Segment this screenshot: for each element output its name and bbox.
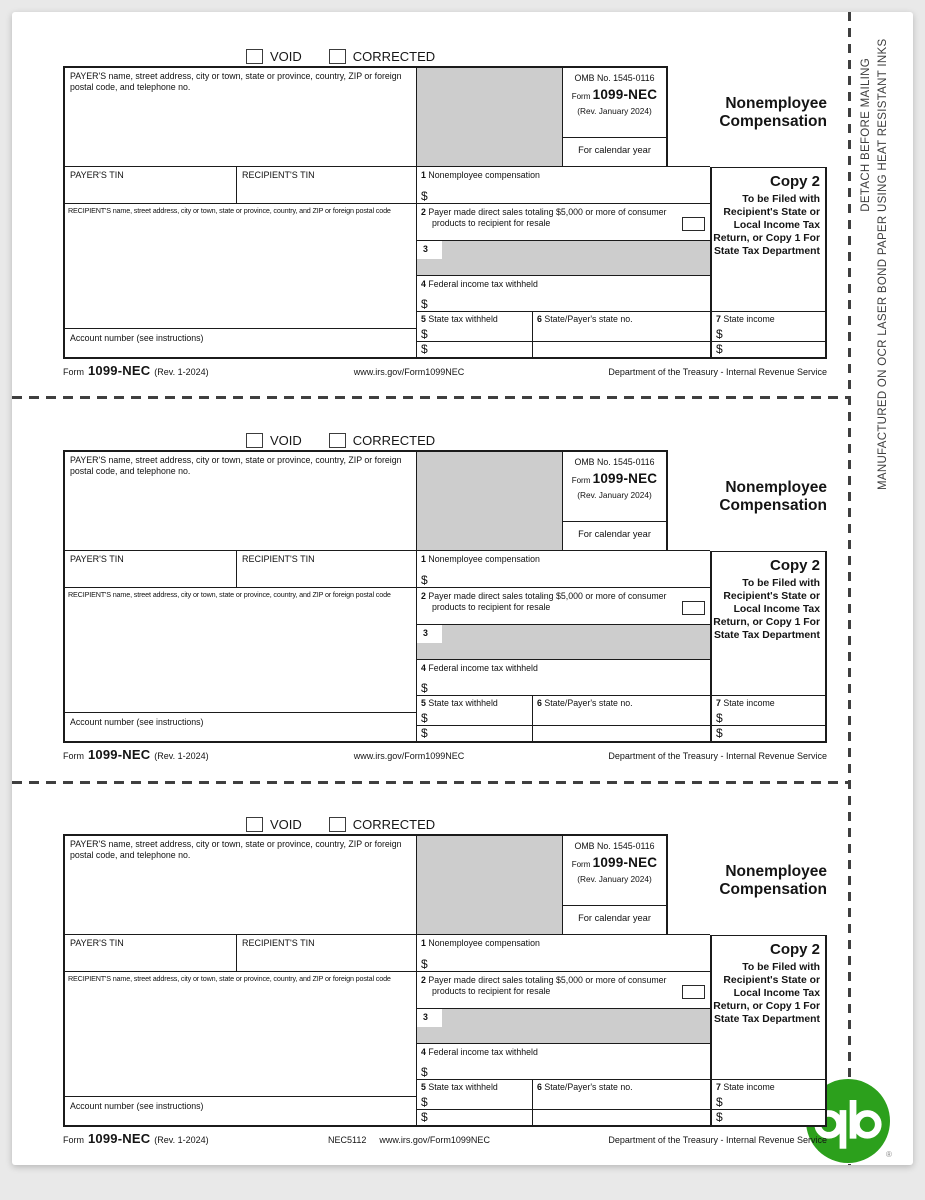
box7-label: State income [723,698,775,708]
box7-number: 7 [716,314,721,324]
form-number: 1099-NEC [592,855,658,870]
copy-title: Copy 2 [769,173,820,190]
footer-form-number: 1099-NEC [88,363,151,378]
corrected-checkbox[interactable] [329,49,346,64]
dollar-sign: $ [421,327,428,341]
footer-irs-url: www.irs.gov/Form1099NEC [353,367,465,377]
corrected-checkbox[interactable] [329,433,346,448]
box4-federal-tax-withheld-field[interactable] [417,1044,710,1080]
box4-federal-tax-withheld-field[interactable] [417,276,710,312]
recipient-name-field[interactable] [63,972,417,1097]
box4-federal-tax-withheld-field[interactable] [417,660,710,696]
box6-state-payer-no-field[interactable] [532,696,710,743]
shaded-box [417,66,563,167]
box7-number: 7 [716,1082,721,1092]
form-1099-nec-copy [12,432,913,772]
account-number-label: Account number (see instructions) [70,1101,204,1111]
payer-name-label: PAYER'S name, street address, city or town, state or province, country, ZIP or foreign postal code, and telephone no. [70,839,402,860]
footer-department: Department of the Treasury - Internal Revenue Service [608,367,827,377]
paper-manufacture-text: MANUFACTURED ON OCR LASER BOND PAPER USING HEAT RESISTANT INKS [877,38,889,490]
box3-number: 3 [417,625,442,643]
recipient-tin-field[interactable] [237,551,417,588]
dollar-sign: $ [716,726,723,740]
footer-revision: (Rev. 1-2024) [154,367,209,377]
box3-shaded [417,241,710,276]
box2-direct-sales [417,588,710,625]
form-table [63,450,827,743]
box6-label: State/Payer's state no. [544,1082,633,1092]
box4-number: 4 [421,1047,426,1057]
recipient-tin-label: RECIPIENT'S TIN [242,170,315,180]
box2-direct-sales [417,204,710,241]
account-number-label: Account number (see instructions) [70,717,204,727]
footer-form-word: Form [63,751,84,761]
box2-checkbox[interactable] [682,217,705,231]
dollar-sign: $ [421,726,428,740]
omb-number: OMB No. 1545-0116 [574,73,655,83]
box5-number: 5 [421,1082,426,1092]
copy-text: To be Filed with Recipient's State or Local Income Tax Return, or Copy 1 For State Tax Department [713,194,820,257]
void-corrected-row [246,432,435,448]
copy-title: Copy 2 [769,557,820,574]
box5-number: 5 [421,314,426,324]
calendar-year-label: For calendar year [578,913,651,923]
form-word: Form [571,860,591,869]
perforation-line-horizontal-2 [12,781,849,784]
form-title: Nonemployee Compensation [719,95,827,130]
box2-checkbox[interactable] [682,985,705,999]
footer-irs-url: www.irs.gov/Form1099NEC [353,751,465,761]
form-1099-nec-copy [12,48,913,388]
registered-trademark: ® [886,1150,892,1159]
copy-designation [710,167,827,312]
dollar-sign: $ [421,297,428,311]
payer-tin-field[interactable] [63,935,237,972]
copy-text: To be Filed with Recipient's State or Local Income Tax Return, or Copy 1 For State Tax Department [713,962,820,1025]
calendar-year-label: For calendar year [578,145,651,155]
box1-label: Nonemployee compensation [428,938,540,948]
form-word: Form [571,92,591,101]
box2-number: 2 [421,207,426,217]
account-number-field[interactable] [63,713,417,743]
box1-number: 1 [421,938,426,948]
void-label: VOID [270,816,302,832]
omb-number: OMB No. 1545-0116 [574,841,655,851]
box5-state-tax-withheld-field[interactable] [417,1080,532,1127]
box5-state-tax-withheld-field[interactable] [417,696,532,743]
account-number-field[interactable] [63,329,417,359]
box1-nonemployee-compensation-field[interactable] [417,551,710,588]
corrected-label: CORRECTED [352,48,436,64]
box1-nonemployee-compensation-field[interactable] [417,167,710,204]
box2-direct-sales [417,972,710,1009]
payer-name-label: PAYER'S name, street address, city or town, state or province, country, ZIP or foreign postal code, and telephone no. [70,455,402,476]
dollar-sign: $ [421,1110,428,1124]
box5-label: State tax withheld [428,314,498,324]
copy-text: To be Filed with Recipient's State or Local Income Tax Return, or Copy 1 For State Tax Department [713,578,820,641]
void-corrected-row [246,48,435,64]
form-sheet [12,12,913,1165]
box6-number: 6 [537,698,542,708]
box4-label: Federal income tax withheld [428,279,538,289]
perforation-line-horizontal-1 [12,396,849,399]
revision-date: (Rev. January 2024) [577,490,652,500]
box6-state-payer-no-field[interactable] [532,1080,710,1127]
payer-tin-label: PAYER'S TIN [70,554,124,564]
recipient-name-label: RECIPIENT'S name, street address, city or town, state or province, country, and ZIP or foreign postal code [68,590,391,599]
form-footer [63,747,827,765]
recipient-tin-label: RECIPIENT'S TIN [242,938,315,948]
box5-label: State tax withheld [428,1082,498,1092]
box3-shaded [417,625,710,660]
box2-number: 2 [421,591,426,601]
footer-form-word: Form [63,1135,84,1145]
revision-date: (Rev. January 2024) [577,874,652,884]
form-number: 1099-NEC [592,471,658,486]
copy-designation [710,551,827,696]
footer-department: Department of the Treasury - Internal Revenue Service [608,751,827,761]
box6-label: State/Payer's state no. [544,698,633,708]
omb-number: OMB No. 1545-0116 [574,457,655,467]
void-corrected-row [246,816,435,832]
footer-department: Department of the Treasury - Internal Revenue Service [608,1135,827,1145]
dollar-sign: $ [421,711,428,725]
form-title: Nonemployee Compensation [719,863,827,898]
dollar-sign: $ [716,1095,723,1109]
form-number: 1099-NEC [592,87,658,102]
box1-number: 1 [421,170,426,180]
box4-label: Federal income tax withheld [428,663,538,673]
box7-state-income-field[interactable] [710,312,827,359]
box2-label: Payer made direct sales totaling $5,000 or more of consumer products to recipient for resale [428,207,667,228]
box1-label: Nonemployee compensation [428,554,540,564]
payer-tin-label: PAYER'S TIN [70,170,124,180]
recipient-tin-label: RECIPIENT'S TIN [242,554,315,564]
detach-before-mailing-text: DETACH BEFORE MAILING [860,58,872,212]
corrected-label: CORRECTED [352,432,436,448]
form-title-area [668,834,827,935]
box3-number: 3 [417,241,442,259]
form-word: Form [571,476,591,485]
footer-form-number: 1099-NEC [88,747,151,762]
recipient-name-field[interactable] [63,204,417,329]
box6-number: 6 [537,314,542,324]
copy-designation [710,935,827,1080]
recipient-name-label: RECIPIENT'S name, street address, city or town, state or province, country, and ZIP or foreign postal code [68,974,391,983]
form-title: Nonemployee Compensation [719,479,827,514]
copy-title: Copy 2 [769,941,820,958]
form-title-area [668,66,827,167]
corrected-label: CORRECTED [352,816,436,832]
box7-label: State income [723,1082,775,1092]
dollar-sign: $ [421,957,428,971]
box5-label: State tax withheld [428,698,498,708]
void-checkbox[interactable] [246,433,263,448]
dollar-sign: $ [716,711,723,725]
recipient-tin-field[interactable] [237,167,417,204]
calendar-year-label: For calendar year [578,529,651,539]
void-checkbox[interactable] [246,49,263,64]
box2-number: 2 [421,975,426,985]
account-number-label: Account number (see instructions) [70,333,204,343]
void-label: VOID [270,48,302,64]
footer-revision: (Rev. 1-2024) [154,751,209,761]
void-label: VOID [270,432,302,448]
payer-tin-label: PAYER'S TIN [70,938,124,948]
footer-irs-url: www.irs.gov/Form1099NEC [379,1135,490,1145]
dollar-sign: $ [716,342,723,356]
form-table [63,66,827,359]
payer-name-label: PAYER'S name, street address, city or town, state or province, country, ZIP or foreign postal code, and telephone no. [70,71,402,92]
box4-number: 4 [421,279,426,289]
box6-number: 6 [537,1082,542,1092]
payer-name-field[interactable] [63,834,417,935]
payer-name-field[interactable] [63,450,417,551]
omb-box [563,66,668,167]
box5-state-tax-withheld-field[interactable] [417,312,532,359]
dollar-sign: $ [421,189,428,203]
form-footer [63,1131,827,1149]
dollar-sign: $ [716,1110,723,1124]
omb-box [563,834,668,935]
box4-label: Federal income tax withheld [428,1047,538,1057]
box7-label: State income [723,314,775,324]
revision-date: (Rev. January 2024) [577,106,652,116]
dollar-sign: $ [421,342,428,356]
recipient-name-label: RECIPIENT'S name, street address, city or town, state or province, country, and ZIP or foreign postal code [68,206,391,215]
box6-label: State/Payer's state no. [544,314,633,324]
box1-nonemployee-compensation-field[interactable] [417,935,710,972]
payer-name-field[interactable] [63,66,417,167]
dollar-sign: $ [421,681,428,695]
shaded-box [417,450,563,551]
box3-number: 3 [417,1009,442,1027]
payer-tin-field[interactable] [63,551,237,588]
omb-box [563,450,668,551]
dollar-sign: $ [421,573,428,587]
footer-form-word: Form [63,367,84,377]
shaded-box [417,834,563,935]
box2-checkbox[interactable] [682,601,705,615]
form-title-area [668,450,827,551]
dollar-sign: $ [421,1065,428,1079]
box2-label: Payer made direct sales totaling $5,000 or more of consumer products to recipient for resale [428,975,667,996]
box4-number: 4 [421,663,426,673]
box7-number: 7 [716,698,721,708]
payer-tin-field[interactable] [63,167,237,204]
box3-shaded [417,1009,710,1044]
box6-state-payer-no-field[interactable] [532,312,710,359]
box5-number: 5 [421,698,426,708]
box1-label: Nonemployee compensation [428,170,540,180]
account-number-field[interactable] [63,1097,417,1127]
box7-state-income-field[interactable] [710,1080,827,1127]
corrected-checkbox[interactable] [329,817,346,832]
form-1099-nec-copy [12,816,913,1156]
footer-code: NEC5112 [328,1135,367,1145]
recipient-name-field[interactable] [63,588,417,713]
box7-state-income-field[interactable] [710,696,827,743]
footer-form-number: 1099-NEC [88,1131,151,1146]
form-footer [63,363,827,381]
form-table [63,834,827,1127]
dollar-sign: $ [716,327,723,341]
dollar-sign: $ [421,1095,428,1109]
void-checkbox[interactable] [246,817,263,832]
footer-revision: (Rev. 1-2024) [154,1135,209,1145]
box2-label: Payer made direct sales totaling $5,000 or more of consumer products to recipient for resale [428,591,667,612]
recipient-tin-field[interactable] [237,935,417,972]
box1-number: 1 [421,554,426,564]
